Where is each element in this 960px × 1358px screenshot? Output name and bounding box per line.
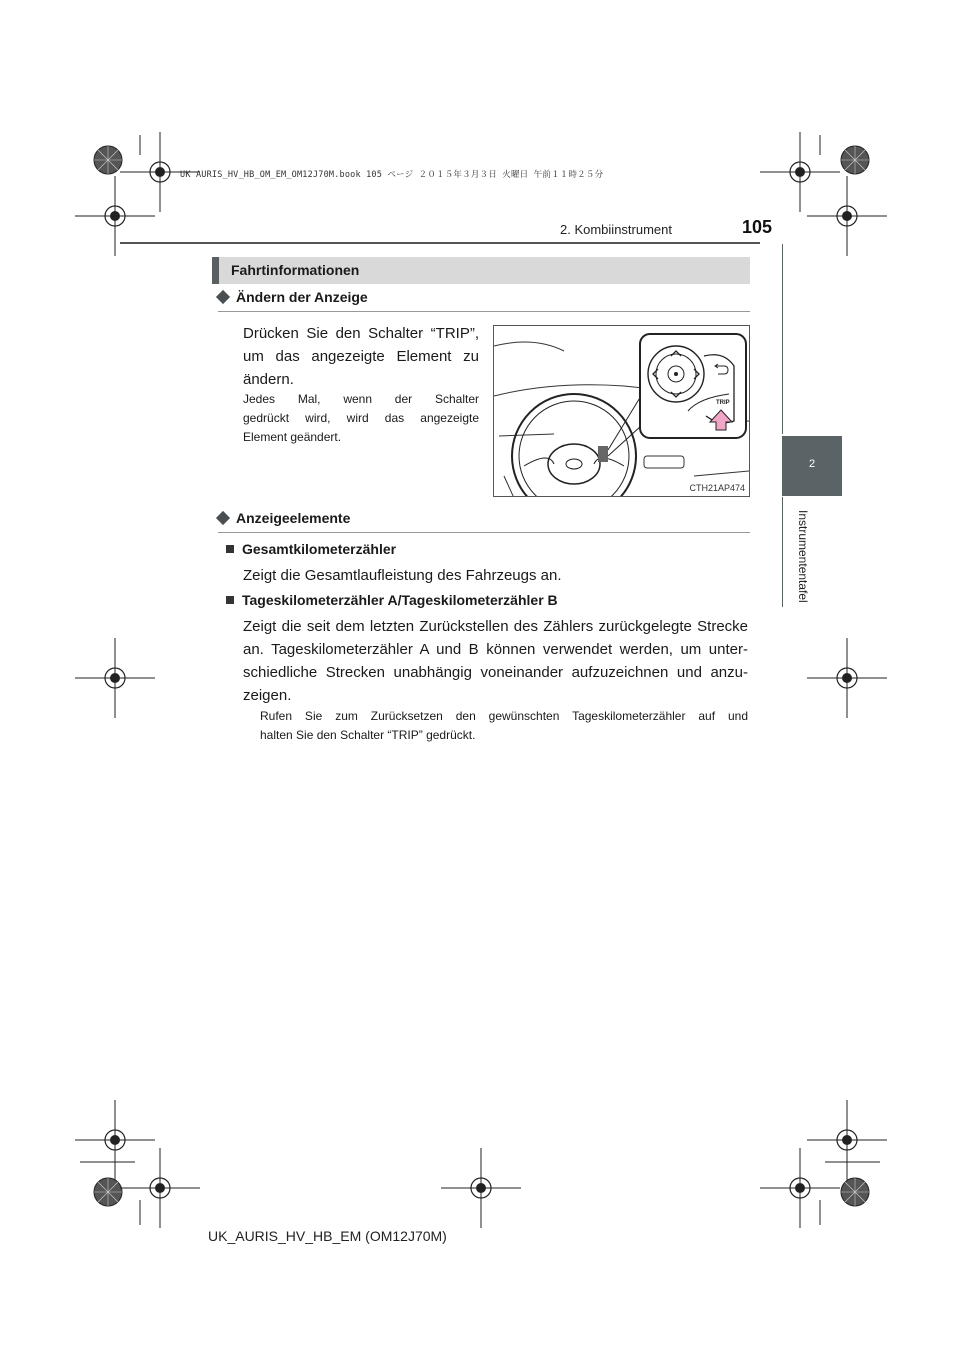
subheading-rule: [218, 311, 750, 312]
change-display-body: [243, 322, 479, 391]
section-title-bar: [212, 257, 750, 284]
page-number: 105: [742, 217, 773, 237]
note-line: halten Sie den Schalter “TRIP” gedrückt.: [260, 728, 476, 742]
item-odometer-title: [226, 541, 396, 557]
body-line: zeigen.: [243, 687, 292, 704]
chapter-tab-number: 2: [808, 458, 816, 470]
item-odometer-body: [243, 564, 748, 587]
item-tripmeter-body: [243, 615, 748, 707]
chapter-title: 2. Kombiinstrument: [560, 222, 672, 237]
diamond-icon: [216, 290, 230, 304]
diamond-icon: [216, 511, 230, 525]
note-line: Jedes Mal, wenn der Schalter: [243, 392, 479, 406]
square-bullet-icon: [226, 596, 234, 604]
chapter-tab[interactable]: [782, 436, 842, 496]
body-line: Drücken Sie den Schalter “TRIP”,: [243, 325, 479, 342]
section-title: Fahrtinformationen: [231, 262, 360, 278]
subheading-display-items: [218, 510, 350, 526]
body-line: Zeigt die seit dem letzten Zurückstellen des Zählers zurückgelegte Strecke: [243, 618, 748, 635]
figure-code: CTH21AP474: [689, 483, 745, 493]
body-line: ändern.: [243, 371, 294, 388]
item-tripmeter-title: [226, 592, 558, 608]
document-footer: UK_AURIS_HV_HB_EM (OM12J70M): [208, 1228, 447, 1244]
steering-wheel-illustration: [494, 326, 750, 497]
side-tab-line-bottom: [782, 497, 783, 607]
side-tab-line-top: [782, 244, 783, 434]
steering-wheel-figure: [493, 325, 750, 497]
item-tripmeter-note: [260, 707, 748, 745]
note-line: gedrückt wird, wird das angezeigte: [243, 411, 479, 425]
body-line: schiedliche Strecken unabhängig voneinander aufzuzeichnen und anzu-: [243, 664, 748, 681]
body-line: Zeigt die Gesamtlaufleistung des Fahrzeugs an.: [243, 567, 562, 584]
subheading-change-display: [218, 289, 368, 305]
subheading-text: Anzeigeelemente: [236, 510, 351, 526]
trip-button-label: TRIP: [716, 400, 730, 406]
header-rule: [120, 242, 760, 244]
body-line: um das angezeigte Element zu: [243, 348, 479, 365]
change-display-note: [243, 390, 479, 447]
print-info-line: UK AURIS_HV_HB_OM_EM_OM12J70M.book 105 ページ ２０１５年３月３日 火曜日 午前１１時２５分: [180, 170, 604, 180]
body-line: an. Tageskilometerzähler A und B können verwendet werden, um unter-: [243, 641, 748, 658]
note-line: Element geändert.: [243, 430, 342, 444]
square-bullet-icon: [226, 545, 234, 553]
subheading-rule: [218, 532, 750, 533]
item-title: Gesamtkilometerzähler: [242, 541, 397, 557]
subheading-text: Ändern der Anzeige: [236, 289, 368, 305]
note-line: Rufen Sie zum Zurücksetzen den gewünschten Tageskilometerzähler auf und: [260, 709, 748, 723]
chapter-tab-label: Instrumententafel: [796, 510, 810, 603]
item-title: Tageskilometerzähler A/Tageskilometerzähler B: [242, 592, 558, 608]
